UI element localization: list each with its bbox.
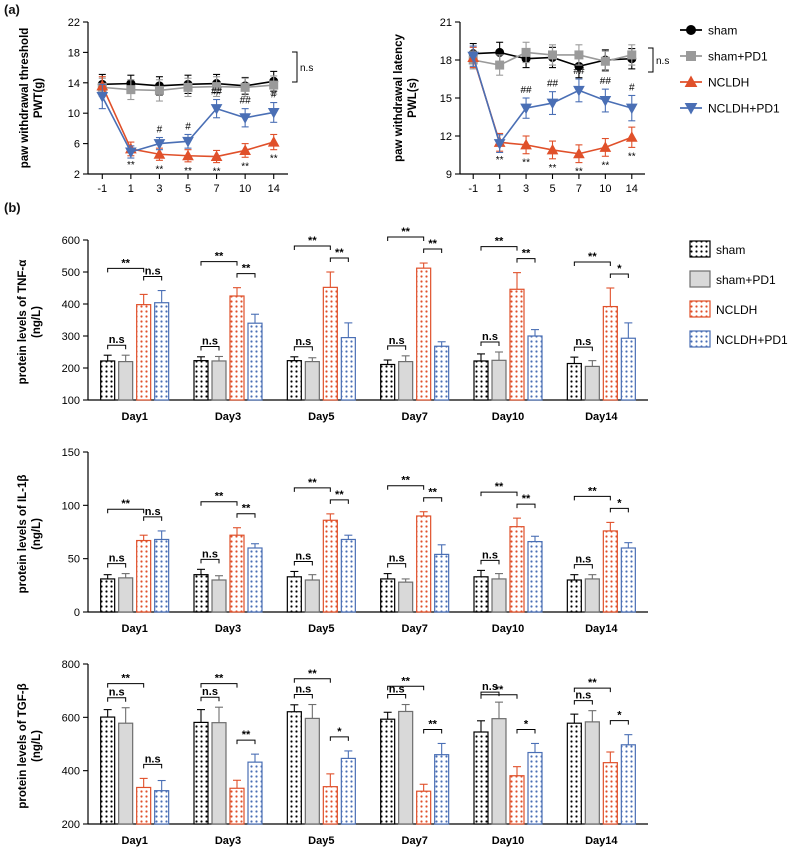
bar-NCLDH-Day10 bbox=[510, 289, 524, 400]
bar-NCLDH-Day7 bbox=[417, 516, 431, 612]
data-point-marker bbox=[601, 57, 609, 65]
hash-annotation: ## bbox=[599, 76, 611, 88]
bar-sham+PD1-Day14 bbox=[585, 722, 599, 824]
bar-sham+PD1-Day1 bbox=[119, 578, 133, 612]
bar-sham-Day10 bbox=[474, 577, 488, 612]
y-tick-label: 50 bbox=[67, 553, 80, 566]
sig-label-ns: n.s bbox=[482, 681, 498, 694]
bar-sham+PD1-Day10 bbox=[492, 719, 506, 824]
bar-sham-Day1 bbox=[101, 717, 115, 824]
x-category-label: Day3 bbox=[214, 623, 242, 635]
y-tick-label: 2 bbox=[73, 169, 80, 181]
y-axis-title-pwt2: PWT(g) bbox=[33, 77, 45, 119]
sig-label-ns: n.s bbox=[295, 683, 312, 696]
sig-label-right: * bbox=[523, 718, 529, 731]
x-tick-label: 1 bbox=[496, 183, 503, 195]
star-annotation: ** bbox=[522, 157, 530, 169]
x-category-label: Day14 bbox=[585, 835, 618, 847]
hash-annotation: ## bbox=[520, 85, 532, 96]
bar-sham+PD1-Day1 bbox=[119, 362, 133, 400]
legend-bar-swatch-sham+PD1 bbox=[690, 271, 710, 287]
sig-label-right: ** bbox=[428, 718, 437, 731]
sig-label-right: * bbox=[617, 263, 622, 275]
sig-label-right: * bbox=[337, 725, 342, 738]
star-annotation: ** bbox=[269, 153, 278, 165]
sig-label-left: ** bbox=[494, 481, 504, 494]
bar-NCLDH-Day1 bbox=[137, 305, 151, 400]
y-axis-title-tg: protein levels of TGF-β bbox=[17, 683, 29, 809]
y-tick-label: 9 bbox=[445, 169, 452, 181]
sig-label-right: ** bbox=[335, 488, 344, 501]
y-tick-label: 400 bbox=[61, 765, 80, 778]
data-point-marker bbox=[184, 83, 192, 91]
y-tick-label: 12 bbox=[439, 131, 452, 143]
sig-label-right: n.s bbox=[144, 265, 161, 278]
data-point-marker bbox=[687, 52, 696, 61]
sig-label-right: ** bbox=[521, 247, 531, 260]
sig-label-left: ** bbox=[121, 498, 130, 511]
bar-sham+PD1-Day5 bbox=[305, 362, 319, 400]
bar-NCLDH-Day5 bbox=[323, 520, 337, 612]
bar-NCLDH+PD1-Day7 bbox=[435, 554, 449, 612]
sig-label-left: ** bbox=[401, 226, 410, 239]
legend-item-NCLDH+PD1: NCLDH+PD1 bbox=[708, 101, 780, 116]
sig-label-ns: n.s bbox=[202, 686, 218, 699]
bar-NCLDH-Day3 bbox=[230, 788, 244, 824]
sig-label-left: ** bbox=[214, 250, 224, 263]
bar-NCLDH-Day7 bbox=[417, 791, 431, 824]
sig-label-ns: n.s bbox=[575, 336, 592, 349]
x-category-label: Day1 bbox=[121, 623, 148, 635]
data-point-marker bbox=[628, 51, 636, 59]
ns-label-pwl: n.s bbox=[656, 56, 670, 67]
sig-label-ns: n.s bbox=[388, 334, 405, 347]
star-annotation: ** bbox=[126, 159, 135, 171]
bar-NCLDH+PD1-Day3 bbox=[248, 762, 262, 824]
x-category-label: Day3 bbox=[214, 411, 242, 423]
y-tick-label: 21 bbox=[439, 17, 452, 29]
x-category-label: Day5 bbox=[308, 411, 335, 423]
x-category-label: Day10 bbox=[491, 623, 525, 635]
star-annotation: ** bbox=[184, 165, 192, 177]
x-tick-label: 14 bbox=[625, 183, 638, 195]
sig-label-left: ** bbox=[494, 235, 504, 248]
sig-label-left: ** bbox=[214, 490, 224, 503]
bar-sham+PD1-Day7 bbox=[399, 582, 413, 612]
x-tick-label: -1 bbox=[468, 183, 479, 195]
bar-NCLDH+PD1-Day3 bbox=[248, 548, 262, 612]
x-tick-label: -1 bbox=[97, 183, 108, 195]
legend-bar-item-NCLDH: NCLDH bbox=[716, 303, 758, 317]
x-tick-label: 7 bbox=[575, 183, 582, 195]
legend-item-NCLDH: NCLDH bbox=[708, 75, 750, 90]
legend-bar-item-NCLDH+PD1: NCLDH+PD1 bbox=[716, 333, 788, 347]
y-tick-label: 500 bbox=[61, 267, 80, 279]
x-tick-label: 14 bbox=[267, 183, 280, 195]
sig-label-ns: n.s bbox=[575, 689, 592, 702]
bar-NCLDH-Day14 bbox=[603, 531, 617, 612]
bar-NCLDH+PD1-Day1 bbox=[155, 303, 169, 400]
hash-annotation: # bbox=[185, 121, 191, 133]
x-tick-label: 3 bbox=[156, 183, 163, 195]
bar-NCLDH+PD1-Day5 bbox=[341, 758, 355, 824]
y-tick-label: 15 bbox=[439, 93, 452, 105]
bar-NCLDH+PD1-Day14 bbox=[621, 338, 635, 400]
bar-NCLDH-Day10 bbox=[510, 527, 524, 612]
sig-label-left: ** bbox=[588, 485, 597, 498]
y-tick-label: 200 bbox=[61, 363, 80, 375]
hash-annotation: # bbox=[270, 89, 277, 101]
y-tick-label: 14 bbox=[67, 77, 80, 90]
legend-item-sham: sham bbox=[708, 23, 738, 38]
bar-NCLDH-Day7 bbox=[417, 268, 431, 400]
x-category-label: Day10 bbox=[491, 835, 525, 847]
data-point-marker bbox=[627, 132, 637, 141]
sig-label-right: ** bbox=[521, 493, 531, 506]
bar-NCLDH+PD1-Day1 bbox=[155, 791, 169, 824]
data-point-marker bbox=[127, 86, 135, 94]
sig-label-left: ** bbox=[308, 235, 317, 247]
sig-label-ns: n.s bbox=[202, 548, 218, 561]
sig-label-ns: n.s bbox=[388, 552, 405, 565]
x-category-label: Day14 bbox=[585, 411, 618, 423]
star-annotation: ** bbox=[155, 164, 164, 176]
data-point-marker bbox=[496, 61, 504, 69]
sig-label-ns: n.s bbox=[295, 335, 312, 348]
star-annotation: ** bbox=[241, 161, 250, 173]
panel-label-a: (a) bbox=[4, 2, 20, 17]
sig-label-left: ** bbox=[214, 672, 224, 685]
bar-NCLDH-Day1 bbox=[137, 787, 151, 824]
sig-label-left: ** bbox=[401, 474, 410, 487]
sig-label-right: n.s bbox=[144, 753, 161, 766]
bar-sham+PD1-Day7 bbox=[399, 362, 413, 400]
bar-NCLDH-Day1 bbox=[137, 541, 151, 612]
sig-label-right: ** bbox=[428, 238, 437, 251]
sig-label-right: * bbox=[617, 497, 622, 510]
y-axis-title-il: protein levels of IL-1β bbox=[17, 474, 29, 594]
hash-annotation: ## bbox=[546, 78, 559, 90]
legend-bar-swatch-NCLDH bbox=[690, 301, 710, 317]
ns-bracket-pwt bbox=[292, 52, 297, 82]
x-tick-label: 5 bbox=[549, 183, 556, 195]
x-category-label: Day1 bbox=[121, 835, 148, 847]
data-point-marker bbox=[575, 51, 583, 59]
bar-sham+PD1-Day10 bbox=[492, 360, 506, 400]
bar-sham-Day5 bbox=[287, 577, 301, 612]
star-annotation: ** bbox=[548, 162, 557, 174]
y-axis-title-pwt: paw withdrawal threshold bbox=[19, 27, 31, 169]
bar-sham-Day3 bbox=[194, 575, 208, 612]
bar-sham+PD1-Day14 bbox=[585, 366, 599, 400]
bar-sham-Day14 bbox=[567, 580, 581, 612]
bar-sham-Day1 bbox=[101, 361, 115, 400]
sig-label-left: ** bbox=[588, 677, 597, 690]
bar-NCLDH-Day10 bbox=[510, 776, 524, 824]
sig-label-right: ** bbox=[335, 247, 344, 259]
bar-sham-Day3 bbox=[194, 722, 208, 824]
sig-label-ns: n.s bbox=[202, 335, 218, 348]
sig-label-ns: n.s bbox=[482, 331, 498, 343]
bar-NCLDH+PD1-Day5 bbox=[341, 338, 355, 400]
sig-label-right: * bbox=[617, 709, 622, 722]
x-category-label: Day7 bbox=[401, 835, 428, 847]
bar-NCLDH-Day14 bbox=[603, 307, 617, 400]
bar-NCLDH-Day5 bbox=[323, 287, 337, 400]
sig-label-ns: n.s bbox=[482, 549, 498, 562]
x-category-label: Day10 bbox=[491, 411, 525, 423]
bar-NCLDH-Day14 bbox=[603, 763, 617, 824]
y-axis-title-tnf2: (ng/L) bbox=[31, 306, 43, 338]
x-category-label: Day7 bbox=[401, 411, 428, 423]
y-tick-label: 100 bbox=[61, 500, 80, 513]
legend-bar-item-sham+PD1: sham+PD1 bbox=[716, 273, 776, 287]
legend-bar-item-sham: sham bbox=[716, 243, 746, 257]
sig-label-left: ** bbox=[308, 476, 317, 489]
bar-sham-Day5 bbox=[287, 361, 301, 400]
bar-sham-Day14 bbox=[567, 364, 581, 400]
y-axis-title-il2: (ng/L) bbox=[31, 518, 43, 550]
x-category-label: Day5 bbox=[308, 835, 335, 847]
y-axis-title-tg2: (ng/L) bbox=[31, 730, 43, 762]
y-axis-title-tnf: protein levels of TNF-α bbox=[17, 259, 29, 385]
y-tick-label: 150 bbox=[61, 447, 80, 459]
sig-label-left: ** bbox=[401, 675, 410, 688]
y-tick-label: 400 bbox=[61, 299, 80, 311]
bar-NCLDH+PD1-Day14 bbox=[621, 745, 635, 824]
y-tick-label: 6 bbox=[73, 138, 80, 151]
data-point-marker bbox=[627, 104, 637, 113]
legend-item-sham+PD1: sham+PD1 bbox=[708, 49, 768, 64]
x-category-label: Day5 bbox=[308, 623, 335, 635]
sig-label-ns: n.s bbox=[108, 686, 125, 699]
y-tick-label: 10 bbox=[67, 108, 80, 121]
bar-sham-Day7 bbox=[381, 579, 395, 612]
y-tick-label: 600 bbox=[61, 235, 80, 247]
sig-label-right: ** bbox=[241, 502, 251, 515]
bar-sham+PD1-Day1 bbox=[119, 723, 133, 824]
bar-sham+PD1-Day7 bbox=[399, 711, 413, 824]
legend-bar-swatch-NCLDH+PD1 bbox=[690, 331, 710, 347]
star-annotation: ** bbox=[212, 166, 221, 178]
sig-label-left: ** bbox=[121, 672, 130, 685]
y-tick-label: 18 bbox=[439, 55, 452, 67]
hash-annotation: # bbox=[629, 82, 635, 94]
hash-annotation: ## bbox=[211, 86, 223, 98]
bar-sham-Day5 bbox=[287, 712, 301, 824]
hash-annotation: ## bbox=[573, 66, 585, 77]
x-category-label: Day3 bbox=[214, 835, 242, 847]
bar-sham+PD1-Day3 bbox=[212, 580, 226, 612]
legend-bar-swatch-sham bbox=[690, 241, 710, 257]
bar-NCLDH+PD1-Day10 bbox=[528, 753, 542, 824]
star-annotation: ** bbox=[627, 151, 636, 163]
x-tick-label: 10 bbox=[599, 183, 612, 195]
sig-label-ns: n.s bbox=[108, 334, 125, 347]
sig-label-right: ** bbox=[241, 262, 251, 275]
bar-sham+PD1-Day14 bbox=[585, 579, 599, 612]
data-point-marker bbox=[270, 81, 278, 89]
data-point-marker bbox=[155, 86, 163, 94]
data-point-marker bbox=[522, 48, 530, 56]
bar-NCLDH-Day5 bbox=[323, 787, 337, 824]
data-point-marker bbox=[241, 83, 249, 91]
sig-label-right: ** bbox=[428, 486, 437, 499]
bar-NCLDH+PD1-Day7 bbox=[435, 346, 449, 400]
x-category-label: Day7 bbox=[401, 623, 428, 635]
star-annotation: ** bbox=[495, 155, 504, 167]
x-tick-label: 3 bbox=[523, 183, 530, 195]
bar-sham-Day1 bbox=[101, 579, 115, 612]
bar-NCLDH+PD1-Day1 bbox=[155, 539, 169, 612]
ns-bracket-pwl bbox=[648, 48, 653, 72]
x-tick-label: 5 bbox=[184, 183, 192, 195]
ns-label-pwt: n.s bbox=[300, 63, 314, 74]
bar-sham+PD1-Day5 bbox=[305, 718, 319, 824]
y-tick-label: 800 bbox=[61, 659, 80, 671]
sig-label-ns: n.s bbox=[295, 550, 312, 563]
bar-NCLDH+PD1-Day14 bbox=[621, 548, 635, 612]
y-axis-title-pwl: paw withdrawal latency bbox=[393, 34, 405, 162]
y-tick-label: 100 bbox=[61, 395, 80, 407]
bar-NCLDH+PD1-Day7 bbox=[435, 755, 449, 824]
bar-sham-Day7 bbox=[381, 719, 395, 824]
data-point-marker bbox=[240, 114, 250, 123]
sig-label-left: ** bbox=[121, 257, 130, 270]
y-tick-label: 300 bbox=[61, 331, 80, 343]
y-tick-label: 600 bbox=[61, 712, 80, 725]
hash-annotation: ## bbox=[239, 95, 251, 107]
y-tick-label: 200 bbox=[61, 819, 80, 831]
bar-NCLDH+PD1-Day3 bbox=[248, 323, 262, 400]
hash-annotation: # bbox=[156, 124, 163, 136]
sig-label-left: ** bbox=[494, 683, 504, 696]
data-point-marker bbox=[687, 26, 696, 35]
data-point-marker bbox=[549, 51, 557, 59]
x-category-label: Day14 bbox=[585, 623, 618, 635]
sig-label-right: n.s bbox=[144, 505, 161, 518]
bar-sham+PD1-Day3 bbox=[212, 361, 226, 400]
bar-NCLDH+PD1-Day10 bbox=[528, 336, 542, 400]
x-category-label: Day1 bbox=[121, 411, 148, 423]
bar-NCLDH-Day3 bbox=[230, 296, 244, 400]
bar-sham-Day14 bbox=[567, 723, 581, 824]
sig-label-ns: n.s bbox=[575, 553, 592, 566]
y-axis-title-pwl2: PWL(s) bbox=[407, 78, 419, 118]
panel-label-b: (b) bbox=[4, 200, 21, 215]
bar-sham-Day7 bbox=[381, 364, 395, 400]
x-tick-label: 10 bbox=[239, 183, 252, 195]
bar-sham-Day10 bbox=[474, 361, 488, 400]
bar-NCLDH-Day3 bbox=[230, 535, 244, 612]
star-annotation: ** bbox=[601, 160, 610, 172]
sig-label-right: ** bbox=[241, 729, 251, 742]
x-tick-label: 1 bbox=[127, 183, 134, 195]
y-tick-label: 18 bbox=[67, 47, 80, 60]
data-point-marker bbox=[269, 137, 279, 146]
bar-NCLDH+PD1-Day5 bbox=[341, 539, 355, 612]
sig-label-ns: n.s bbox=[108, 552, 125, 565]
bar-sham-Day10 bbox=[474, 732, 488, 824]
y-tick-label: 0 bbox=[73, 607, 80, 619]
sig-label-left: ** bbox=[308, 667, 317, 680]
sig-label-left: ** bbox=[588, 251, 597, 263]
y-tick-label: 22 bbox=[67, 17, 80, 29]
bar-sham+PD1-Day5 bbox=[305, 580, 319, 612]
bar-sham+PD1-Day10 bbox=[492, 579, 506, 612]
bar-sham+PD1-Day3 bbox=[212, 723, 226, 824]
x-tick-label: 7 bbox=[213, 183, 220, 195]
sig-label-ns: n.s bbox=[388, 683, 405, 696]
bar-NCLDH+PD1-Day10 bbox=[528, 542, 542, 612]
star-annotation: ** bbox=[575, 166, 583, 178]
bar-sham-Day3 bbox=[194, 361, 208, 400]
